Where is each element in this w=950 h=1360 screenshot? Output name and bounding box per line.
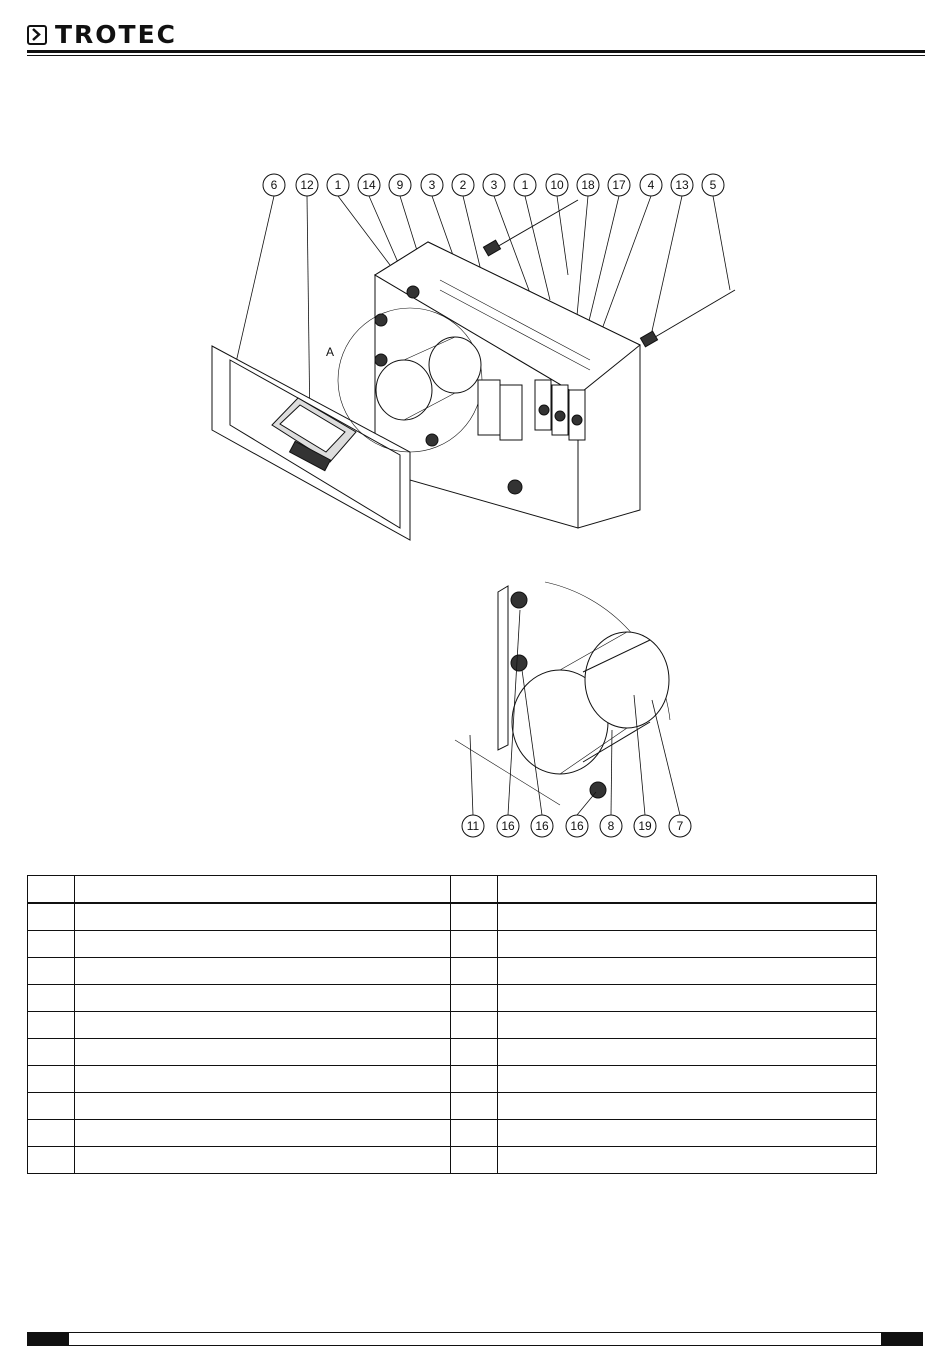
table-cell [75, 903, 451, 931]
table-cell [75, 1066, 451, 1093]
table-cell [451, 1147, 498, 1174]
table-cell [28, 1093, 75, 1120]
callout-label: 5 [709, 178, 717, 192]
table-cell [451, 903, 498, 931]
callout-label: 1 [334, 178, 342, 192]
table-row [28, 1120, 877, 1147]
table-row [28, 1066, 877, 1093]
table-row [28, 1147, 877, 1174]
table-cell [28, 931, 75, 958]
table-row [28, 903, 877, 931]
table-cell [451, 1012, 498, 1039]
table-cell [28, 903, 75, 931]
header-cell [451, 876, 498, 904]
callout-label: 17 [612, 178, 626, 192]
footer-left-block [27, 1332, 69, 1346]
callout-label: 2 [459, 178, 467, 192]
header-cell [498, 876, 877, 904]
table-cell [75, 1120, 451, 1147]
callout-label: 13 [675, 178, 689, 192]
table-row [28, 1039, 877, 1066]
callout-label: 6 [270, 178, 278, 192]
table-cell [28, 1066, 75, 1093]
header-cell [28, 876, 75, 904]
callouts-top [263, 174, 724, 196]
table-cell [75, 1012, 451, 1039]
callout-label: 7 [676, 819, 684, 833]
table-row [28, 1012, 877, 1039]
table-cell [498, 1039, 877, 1066]
callout-label: 12 [300, 178, 314, 192]
table-cell [498, 985, 877, 1012]
detail-a-view [455, 582, 670, 805]
callout-label: 16 [570, 819, 584, 833]
table-cell [75, 1147, 451, 1174]
callout-label: 16 [535, 819, 549, 833]
callout-label: 14 [362, 178, 376, 192]
table-cell [498, 931, 877, 958]
callout-label: 18 [581, 178, 595, 192]
table-cell [451, 958, 498, 985]
callout-label: 4 [647, 178, 655, 192]
table-cell [75, 1093, 451, 1120]
table-cell [28, 1039, 75, 1066]
table-cell [451, 1066, 498, 1093]
table-cell [498, 1093, 877, 1120]
table-cell [28, 1012, 75, 1039]
table-cell [451, 1093, 498, 1120]
brand-name: TROTEC [55, 20, 178, 49]
table-cell [451, 931, 498, 958]
table-row [28, 985, 877, 1012]
table-cell [498, 1120, 877, 1147]
table-row [28, 1093, 877, 1120]
table-cell [498, 1066, 877, 1093]
table-cell [451, 1120, 498, 1147]
table-cell [451, 1039, 498, 1066]
table-cell [498, 958, 877, 985]
callouts-bottom [462, 815, 691, 837]
footer-right-block [881, 1332, 923, 1346]
table-row [28, 931, 877, 958]
footer-rule [69, 1332, 881, 1346]
table-cell [28, 958, 75, 985]
table-cell [75, 958, 451, 985]
callout-label: 1 [521, 178, 529, 192]
callout-label: 10 [550, 178, 564, 192]
detail-a-label: A [326, 345, 335, 359]
callout-label: 9 [396, 178, 404, 192]
table-cell [498, 1147, 877, 1174]
table-cell [75, 1039, 451, 1066]
page-footer [27, 1332, 923, 1346]
table-header-row [28, 876, 877, 904]
callout-label: 3 [428, 178, 436, 192]
callout-label: 11 [466, 819, 480, 833]
callout-label: 16 [501, 819, 515, 833]
callout-label: 8 [607, 819, 615, 833]
table-cell [75, 985, 451, 1012]
table-cell [451, 985, 498, 1012]
callout-label: 3 [490, 178, 498, 192]
table-cell [28, 985, 75, 1012]
header-cell [75, 876, 451, 904]
table-cell [498, 903, 877, 931]
table-cell [75, 931, 451, 958]
callout-label: 19 [638, 819, 652, 833]
table-cell [498, 1012, 877, 1039]
table-row [28, 958, 877, 985]
parts-table [27, 875, 877, 1174]
table-cell [28, 1147, 75, 1174]
table-cell [28, 1120, 75, 1147]
